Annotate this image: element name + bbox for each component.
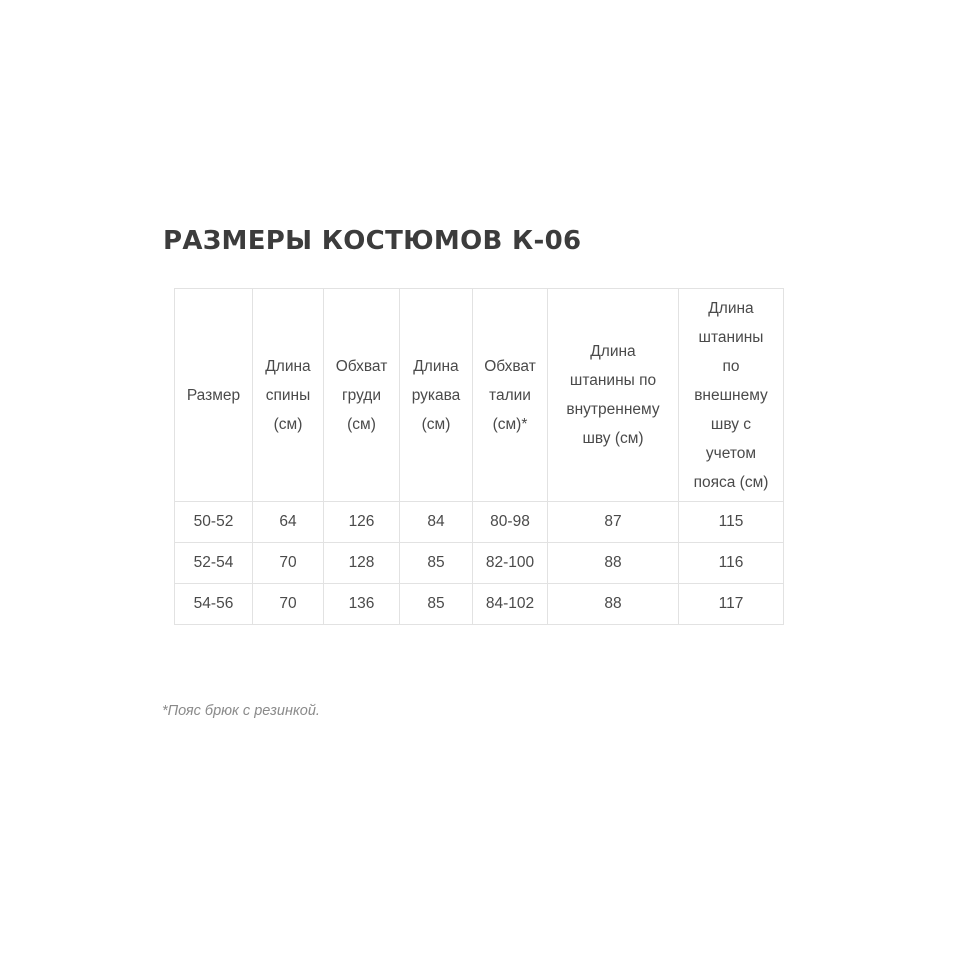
table-cell: 50-52 [175, 502, 253, 543]
table-cell: 82-100 [473, 543, 548, 584]
table-cell: 85 [400, 584, 473, 625]
table-cell: 115 [679, 502, 784, 543]
table-cell: 70 [253, 543, 324, 584]
table-cell: 88 [548, 584, 679, 625]
column-header-outseam: Длина штанины по внешнему шву с учетом пояса (см) [679, 289, 784, 502]
table-cell: 128 [324, 543, 400, 584]
column-header-inseam: Длина штанины по внутреннему шву (см) [548, 289, 679, 502]
table-cell: 52-54 [175, 543, 253, 584]
table-row [175, 543, 784, 584]
table-cell: 54-56 [175, 584, 253, 625]
column-header-chest: Обхват груди (см) [324, 289, 400, 502]
table-cell: 84 [400, 502, 473, 543]
size-table [174, 288, 784, 625]
table-cell: 85 [400, 543, 473, 584]
table-cell: 88 [548, 543, 679, 584]
table-cell: 116 [679, 543, 784, 584]
page-title: РАЗМЕРЫ КОСТЮМОВ К-06 [163, 226, 582, 256]
table-header-row [175, 289, 784, 502]
table-cell: 117 [679, 584, 784, 625]
table-cell: 136 [324, 584, 400, 625]
column-header-waist: Обхват талии (см)* [473, 289, 548, 502]
table-cell: 70 [253, 584, 324, 625]
column-header-back-length: Длина спины (см) [253, 289, 324, 502]
table-row [175, 502, 784, 543]
table-cell: 126 [324, 502, 400, 543]
footnote: *Пояс брюк с резинкой. [162, 703, 320, 719]
column-header-sleeve-length: Длина рукава (см) [400, 289, 473, 502]
table-cell: 64 [253, 502, 324, 543]
table-cell: 80-98 [473, 502, 548, 543]
table-row [175, 584, 784, 625]
table-cell: 87 [548, 502, 679, 543]
table-cell: 84-102 [473, 584, 548, 625]
column-header-size: Размер [175, 289, 253, 502]
